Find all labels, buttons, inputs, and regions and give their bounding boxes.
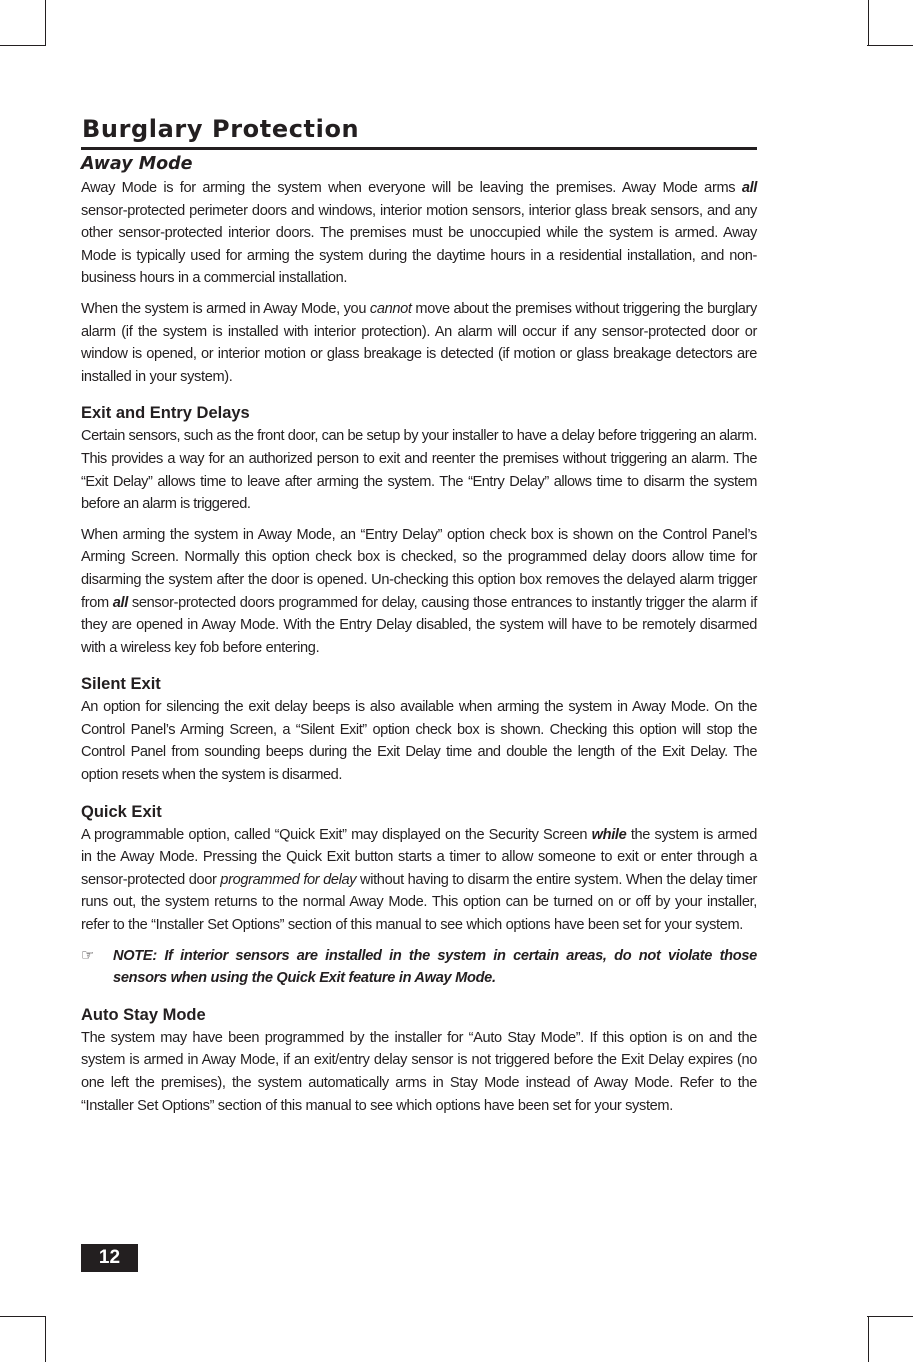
page-number-badge: 12	[81, 1244, 138, 1272]
exit-entry-delays-heading: Exit and Entry Delays	[81, 404, 250, 423]
crop-mark-bottom-right-horizontal	[867, 1316, 913, 1317]
away-mode-paragraph-2: When the system is armed in Away Mode, you cannot move about the premises without triggering the burglary alarm (if the system is installed with interior protection). An alarm will occur if any sensor-protected door or window is opened, or interior motion or glass breakage is detected (if motion or glass breakage detectors are installed in your system).	[81, 300, 758, 385]
quick-exit-heading: Quick Exit	[81, 802, 162, 821]
silent-exit-heading: Silent Exit	[81, 675, 161, 694]
crop-mark-top-right-horizontal	[867, 45, 913, 46]
crop-mark-bottom-right-vertical	[868, 1316, 869, 1362]
page-title: Burglary Protection	[82, 115, 360, 143]
quick-exit-note	[81, 945, 757, 990]
silent-exit-paragraph: An option for silencing the exit delay beeps is also available when arming the system in Away Mode. On the Control Panel’s Arming Screen, a “Silent Exit” option check box is shown. Checking this option will stop the Control Panel from sounding beeps during the Exit Delay time and double the length of the Exit Delay. The option resets when the system is disarmed.	[81, 699, 757, 784]
exit-entry-delays-paragraph-2: When arming the system in Away Mode, an “Entry Delay” option check box is shown on the Control Panel’s Arming Screen. Normally this option check box is checked, so the programmed delay doors allow time for disarming the system after the door is opened. Un-checking this option box removes the delayed alarm trigger from all sensor-protected doors programmed for delay, causing those entrances to instantly trigger the alarm if they are opened in Away Mode. With the Entry Delay disabled, the system will have to be remotely disarmed with a wireless key fob before entering.	[81, 526, 758, 656]
crop-mark-top-left-horizontal	[0, 45, 46, 46]
page-content	[81, 112, 757, 1125]
quick-exit-note-text: NOTE: If interior sensors are installed in the system in certain areas, do not violate those sensors when using the Quick Exit feature in Away Mode.	[113, 947, 757, 987]
quick-exit-paragraph: A programmable option, called “Quick Exit” may displayed on the Security Screen while the system is armed in the Away Mode. Pressing the Quick Exit button starts a timer to allow someone to exit or enter through a sensor-protected door programmed for delay without having to disarm the entire system. When the delay timer runs out, the system returns to the normal Away Mode. This option can be turned on or off by your installer, refer to the “Installer Set Options” section of this manual to see which options have been set for your system.	[81, 826, 757, 934]
crop-mark-bottom-left-vertical	[45, 1316, 46, 1362]
crop-mark-top-left-vertical	[45, 0, 46, 46]
title-rule	[81, 147, 757, 150]
crop-mark-top-right-vertical	[868, 0, 869, 46]
auto-stay-mode-paragraph: The system may have been programmed by the installer for “Auto Stay Mode”. If this option is on and the system is armed in Away Mode, if an exit/entry delay sensor is not triggered before the Exit Delay expires (no one left the premises), the system automatically arms in Stay Mode instead of Away Mode. Refer to the “Installer Set Options” section of this manual to see which options have been set for your system.	[81, 1029, 757, 1114]
away-mode-heading: Away Mode	[81, 154, 193, 174]
pointing-hand-icon: ☞	[81, 946, 95, 964]
auto-stay-mode-heading: Auto Stay Mode	[81, 1005, 206, 1024]
exit-entry-delays-paragraph-1: Certain sensors, such as the front door, can be setup by your installer to have a delay before triggering an alarm. This provides a way for an authorized person to exit and reenter the premises without triggering an alarm. The “Exit Delay” allows time to leave after arming the system. The “Entry Delay” allows time to disarm the system before an alarm is triggered.	[81, 428, 757, 513]
away-mode-paragraph-1: Away Mode is for arming the system when everyone will be leaving the premises. Away Mode arms all sensor-protected perimeter doors and windows, interior motion sensors, interior glass break sensors, and any other sensor-protected interior doors. The premises must be unoccupied while the system is armed. Away Mode is typically used for arming the system during the daytime hours in a residential installation, and non-business hours in a commercial installation.	[81, 180, 757, 287]
crop-mark-bottom-left-horizontal	[0, 1316, 46, 1317]
